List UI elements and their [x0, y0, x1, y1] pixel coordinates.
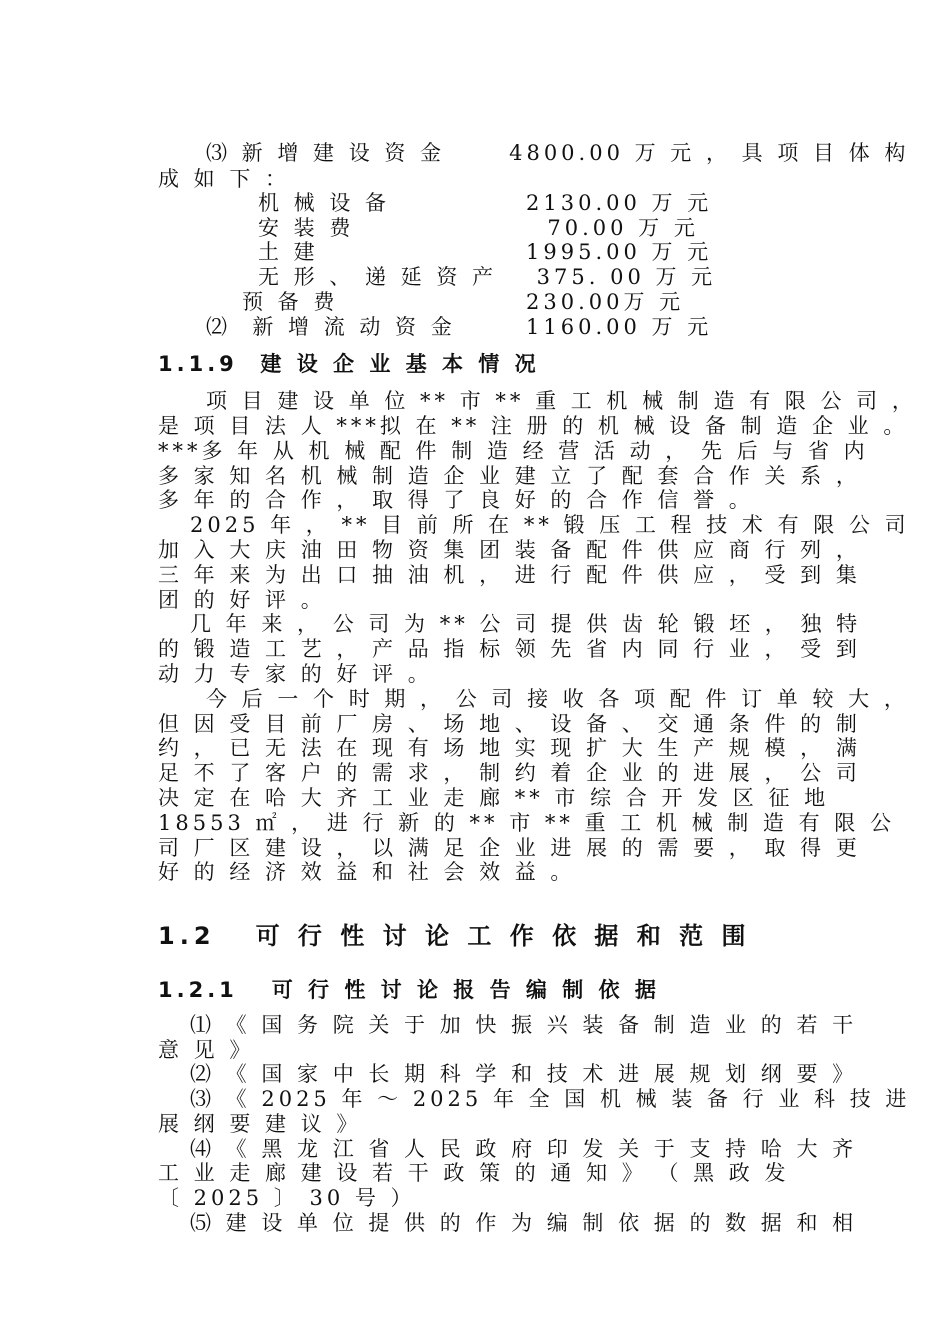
paragraph-line: 但 因 受 目 前 厂 房 、 场 地 、 设 备 、 交 通 条 件 的 制 — [158, 712, 861, 736]
paragraph-line: 几 年 来 ， 公 司 为 ** 公 司 提 供 齿 轮 锻 坯 ， 独 特 — [190, 612, 862, 636]
item-amount: 230.00万 元 — [526, 290, 685, 314]
paragraph-line: 2025 年 ， ** 目 前 所 在 ** 锻 压 工 程 技 术 有 限 公 司 — [190, 513, 910, 537]
liquidity-amount: 1160.00 万 元 — [526, 315, 713, 339]
paragraph-line: 加 入 大 庆 油 田 物 资 集 团 装 备 配 件 供 应 商 行 列 ， — [158, 538, 861, 562]
item-amount: 375. 00 万 元 — [526, 265, 717, 289]
paragraph-line: 约 ， 已 无 法 在 现 有 场 地 实 现 扩 大 生 产 规 模 ， 满 — [158, 736, 861, 760]
paragraph-line: 决 定 在 哈 大 齐 工 业 走 廊 ** 市 综 合 开 发 区 征 地 — [158, 786, 830, 810]
liquidity-label: ⑵ 新 增 流 动 资 金 — [206, 315, 456, 339]
item-name: 机 械 设 备 — [258, 191, 391, 215]
paragraph-line: 三 年 来 为 出 口 抽 油 机 ， 进 行 配 件 供 应 ， 受 到 集 — [158, 563, 861, 587]
paragraph-line: 动 力 专 家 的 好 评 。 — [158, 662, 433, 686]
section-12-heading: 1.2 可 行 性 讨 论 工 作 依 据 和 范 围 — [158, 922, 751, 950]
paragraph-line: 的 锻 造 工 艺 ， 产 品 指 标 领 先 省 内 同 行 业 ， 受 到 — [158, 637, 861, 661]
reference-line: ⑵ 《 国 家 中 长 期 科 学 和 技 术 进 展 规 划 纲 要 》 — [190, 1062, 858, 1086]
paragraph-line: 团 的 好 评 。 — [158, 588, 326, 612]
section-119-heading: 1.1.9 建 设 企 业 基 本 情 况 — [158, 352, 540, 376]
paragraph-line: 项 目 建 设 单 位 ** 市 ** 重 工 机 械 制 造 有 限 公 司 ， — [206, 389, 917, 413]
investment-line-1: ⑶ 新 增 建 设 资 金 4800.00 万 元 ， 具 项 目 体 构 — [206, 141, 910, 165]
reference-line: ⑴ 《 国 务 院 关 于 加 快 振 兴 装 备 制 造 业 的 若 干 — [190, 1013, 858, 1037]
reference-line: 展 纲 要 建 议 》 — [158, 1112, 362, 1136]
paragraph-line: ***多 年 从 机 械 配 件 制 造 经 营 活 动 ， 先 后 与 省 内 — [158, 439, 869, 463]
item-name: 土 建 — [258, 240, 319, 264]
reference-line: ⑶ 《 2025 年 ～ 2025 年 全 国 机 械 装 备 行 业 科 技 进 — [190, 1087, 911, 1111]
paragraph-line: 多 家 知 名 机 械 制 造 企 业 建 立 了 配 套 合 作 关 系 ， — [158, 464, 861, 488]
item-name: 无 形 、 递 延 资 产 — [258, 265, 498, 289]
item-name: 预 备 费 — [242, 290, 339, 314]
section-121-heading: 1.2.1 可 行 性 讨 论 报 告 编 制 依 据 — [158, 978, 660, 1002]
reference-line: 意 见 》 — [158, 1038, 255, 1062]
reference-line: 工 业 走 廊 建 设 若 干 政 策 的 通 知 》 （ 黑 政 发 — [158, 1161, 790, 1185]
item-name: 安 装 费 — [258, 216, 355, 240]
reference-line: ⑸ 建 设 单 位 提 供 的 作 为 编 制 依 据 的 数 据 和 相 — [190, 1211, 858, 1235]
item-amount: 2130.00 万 元 — [526, 191, 713, 215]
investment-line-2: 成 如 下 ： — [158, 167, 291, 191]
paragraph-line: 好 的 经 济 效 益 和 社 会 效 益 。 — [158, 860, 576, 884]
paragraph-line: 司 厂 区 建 设 ， 以 满 足 企 业 进 展 的 需 要 ， 取 得 更 — [158, 836, 861, 860]
item-amount: 1995.00 万 元 — [526, 240, 713, 264]
paragraph-line: 今 后 一 个 时 期 ， 公 司 接 收 各 项 配 件 订 单 较 大 ， — [206, 687, 909, 711]
item-amount: 70.00 万 元 — [526, 216, 699, 240]
paragraph-line: 多 年 的 合 作 ， 取 得 了 良 好 的 合 作 信 誉 。 — [158, 488, 754, 512]
reference-line: 〔 2025 〕 30 号 ） — [158, 1186, 416, 1210]
paragraph-line: 是 项 目 法 人 ***拟 在 ** 注 册 的 机 械 设 备 制 造 企 业 。 — [158, 414, 909, 438]
paragraph-line: 18553 ㎡ ， 进 行 新 的 ** 市 ** 重 工 机 械 制 造 有 限 公 — [158, 811, 895, 835]
reference-line: ⑷ 《 黑 龙 江 省 人 民 政 府 印 发 关 于 支 持 哈 大 齐 — [190, 1137, 858, 1161]
paragraph-line: 足 不 了 客 户 的 需 求 ， 制 约 着 企 业 的 进 展 ， 公 司 — [158, 761, 861, 785]
